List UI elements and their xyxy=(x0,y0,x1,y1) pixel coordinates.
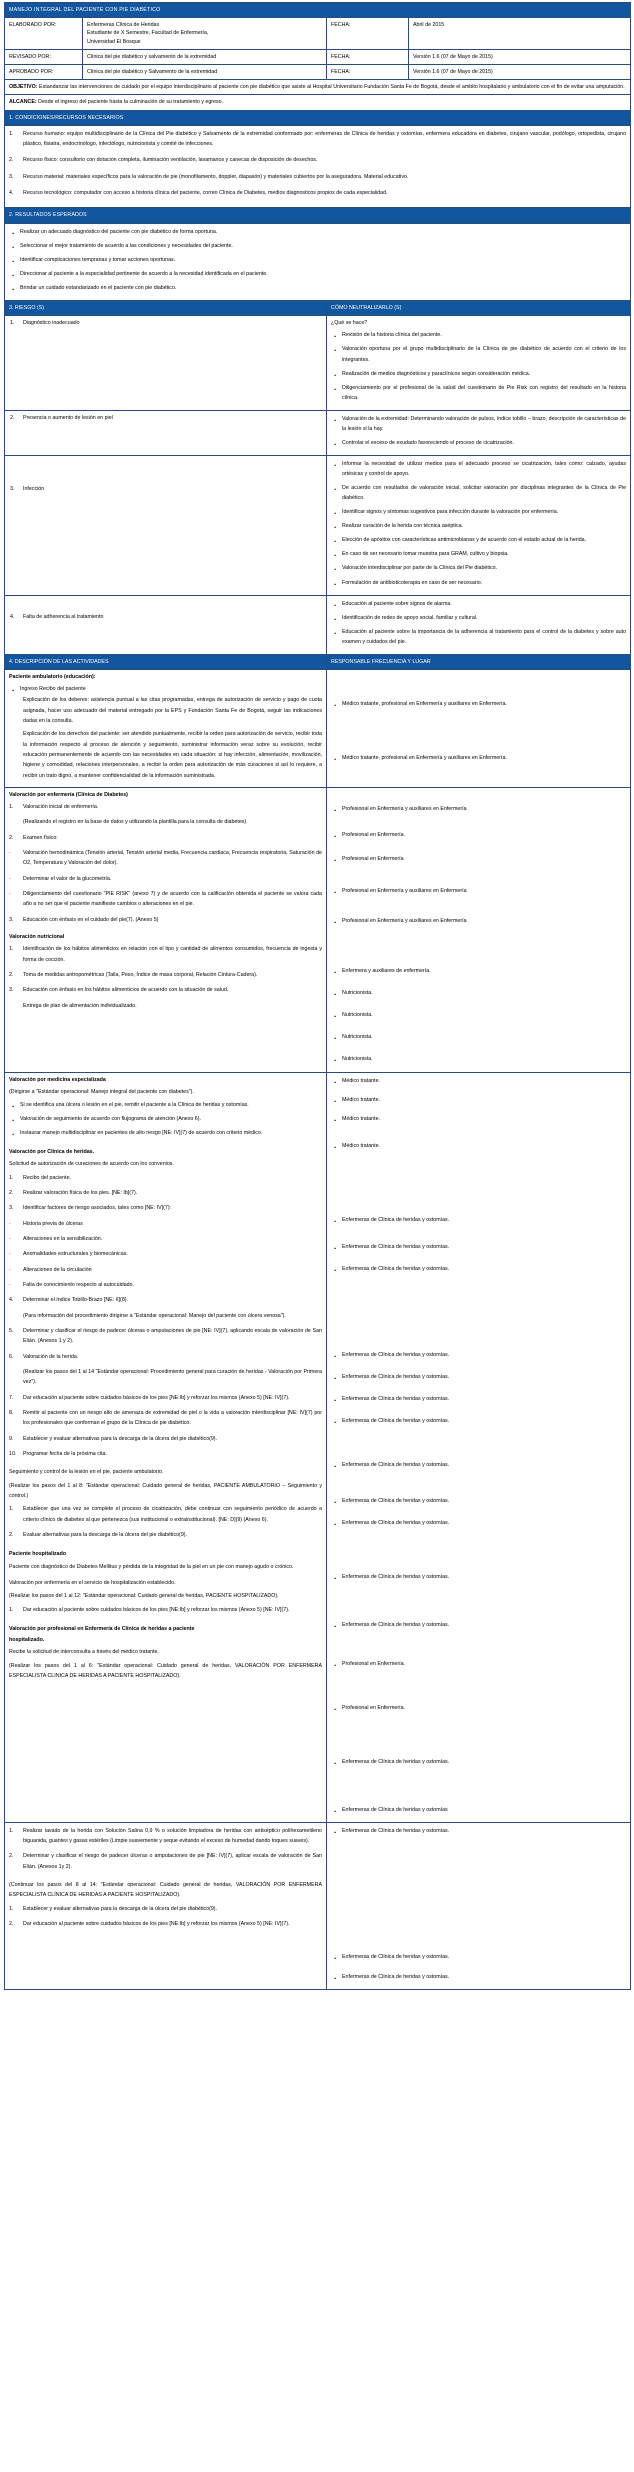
activity-cell xyxy=(5,787,327,1072)
risk-cell xyxy=(5,455,327,595)
risk-row xyxy=(5,455,631,595)
list-item: · Valoración interdisciplinar por parte de la Clínica del Pie diabético. xyxy=(331,563,626,573)
document-title: MANEJO INTEGRAL DEL PACIENTE CON PIE DIABÉTICO xyxy=(5,3,631,18)
list-item: 1. Valoración inicial de enfermería. xyxy=(9,804,99,811)
list-item: 5. Determinar y clasificar el riesgo de padecer úlceras o amputaciones de pie [NE: IV](7), aplicando escala de valoración de San Elián. (Anexos 1 y 2). xyxy=(9,1328,322,1345)
list-item: · Médico tratante. xyxy=(331,1095,626,1105)
list-item: 6. Valoración de la herida. xyxy=(9,1353,79,1360)
section1-body xyxy=(5,125,631,208)
objetivo-cell xyxy=(5,80,631,95)
activity-row-medicina xyxy=(5,1072,631,1822)
list-item: · Instaurar manejo multidisciplinar en pacientes de alto riesgo [NE: IV](7) de acuerdo con criterio médico. xyxy=(9,1128,322,1138)
list-item: 9. Establecer y evaluar alternativas para la descarga de la úlcera del pie diabético(9). xyxy=(9,1435,218,1442)
alcance-label: ALCANCE: xyxy=(9,99,37,106)
list-item: · Enfermeras de Clínica de heridas y ostomías. xyxy=(331,1757,626,1767)
section3-col-risk: 3. RIESGO (S) xyxy=(5,300,327,315)
elaborado-line-1: Enfermeras Clínica de Heridas xyxy=(87,22,160,29)
seguimiento-line-1: Seguimiento y control de la lesión en el pie, paciente ambulatorio. xyxy=(9,1469,164,1476)
list-item: 2. Determinar y clasificar el riesgo de padecer úlceras o amputaciones de pie [NE: IV](7), aplicar escala de valoración de San Elián. (Anexos 1y 2). xyxy=(9,1853,322,1870)
objetivo-row xyxy=(5,80,631,95)
fecha-value-3: Versión 1.6 (07 de Mayo de 2015) xyxy=(409,65,631,80)
risk-item: 2. Presencia o aumento de lesión en piel xyxy=(10,414,113,421)
title-row xyxy=(5,3,631,18)
list-item: · Educación al paciente sobre la importancia de la adherencia al tratamiento para el control de la diabetes y sobre auto examen y cuidados del pie. xyxy=(331,627,626,647)
list-item: · Valoración de la extremidad: Determinando valoración de pulsos, índice tobillo – brazo, descripción de características de la lesión si la hay. xyxy=(331,414,626,434)
block-heading: Valoración por Clínica de heridas. xyxy=(9,1149,95,1156)
risk-item: 4. Falta de adherencia al tratamiento xyxy=(10,613,104,620)
list-item: · Profesional en Enfermería xyxy=(331,854,626,864)
block-heading-line-1: Valoración por profesional en Enfermería de Clínica de heridas a paciente xyxy=(9,1625,195,1632)
section4-header-row xyxy=(5,654,631,669)
responsible-list xyxy=(331,753,626,763)
neutralize-cell xyxy=(327,595,631,654)
risk-row xyxy=(5,410,631,455)
list-item: · Médico tratante. xyxy=(331,1114,626,1124)
list-item: · Realizar curación de la herida con técnica aséptica. xyxy=(331,521,626,531)
elaborado-label: ELABORADO POR: xyxy=(5,18,83,50)
section2-title: 2. RESULTADOS ESPERADOS xyxy=(5,208,631,223)
list-item: · Identificar signos y síntomas sugestivos para infección durante la valoración por enfermería. xyxy=(331,507,626,517)
list-item: 1. Establecer y evaluar alternativas para la descarga de la úlcera del pie diabético(9). xyxy=(9,1905,218,1912)
list-item: 2. Examen físico: xyxy=(9,834,58,841)
risk-item: 1. Diagnóstico inadecuado xyxy=(10,320,80,327)
block-heading: Valoración por medicina especializada xyxy=(9,1076,106,1083)
section4-col-responsible: RESPONSABLE FRECUENCIA Y LUGAR xyxy=(327,654,631,669)
list-item: · Médico tratante. xyxy=(331,1076,626,1086)
section1-title: 1. CONDICIONES/RECURSOS NECESARIOS xyxy=(5,110,631,125)
list-item: · Enfermeras de Clínica de heridas y ostomías xyxy=(331,1805,626,1815)
list-item: · Enfermeras de Clínica de heridas y ostomías. xyxy=(331,1620,626,1630)
list-item: · Elección de apósitos con características antimicrobianas y de acuerdo con el estado actual de la herida. xyxy=(331,535,626,545)
neutralize-cell xyxy=(327,410,631,455)
list-item: 2. Recurso físico: consultorio con dotacion completa, iluminación ventilación, lavamanos y canecas de disposición de desechos. xyxy=(9,157,318,164)
final-note: (Continuar los pasos del 8 al 14: "Estándar operacional: Cuidado general de heridas, VALORACIÓN POR ENFERMERA ESPECIALISTA CLÍNICA DE HERIDAS A PACIENTE HOSPITALIZADO). xyxy=(9,1882,322,1899)
section2-list xyxy=(9,227,626,293)
section1-item-text: Recurso material: materiales específicos para la valoración de pie (monofilamento, doppler, diapasón) y materiales cubiertos por la aseguradora. Material educativo. xyxy=(23,173,409,180)
list-item: · Nutricionista. xyxy=(331,1054,626,1064)
section1-item-text: Recurso humano: equipo multidisciplinario de la Clínica del Pie diabético y Salvamento de la extremidad conformado por: enfermeras de Clínica de heridas y ostomías, enfermera educadora en diabetes, cirujano vascular, podólogo, ortopedista, cirujano plástico, fisiatra, endocrinólogo, infectólogo, nutricionista y comité de infecciones. xyxy=(23,130,627,148)
neutralize-question: ¿Qué se hace? xyxy=(331,320,368,327)
list-item: · Enfermeras de Clínica de heridas y ostomías. xyxy=(331,1242,626,1252)
list-item: · Alteraciones en la sensibilización. xyxy=(9,1236,103,1243)
list-item: · Brindar un cuidado estandarizado en el paciente con pie diabético. xyxy=(9,283,626,293)
list-item: · Enfermeras de Clínica de heridas y ostomías. xyxy=(331,1350,626,1360)
neutralize-cell xyxy=(327,455,631,595)
list-item: · Alteraciones de la circulación xyxy=(9,1266,92,1273)
list-item: · Enfermeras de Clínica de heridas y ostomías. xyxy=(331,1264,626,1274)
list-item: · Enfermeras de Clínica de heridas y ostomías. xyxy=(331,1972,626,1982)
list-item: · Controlar el exceso de exudado favoreciendo el proceso de cicatrización. xyxy=(331,438,626,448)
hospitalizado-line-2: Valoración por enfermería en el servicio de hospitalización establecido. xyxy=(9,1579,176,1586)
list-item: · Anomalidades estructurales y biomecánicas. xyxy=(9,1251,128,1258)
section1-item-text: Recurso físico: consultorio con dotacion completa, iluminación ventilación, lavamanos y canecas de disposición de desechos. xyxy=(23,157,318,164)
list-item: · Diligenciamiento por el profesional de la salud del cuestionario de Pie Risk con registro del resultado en la historia clínica. xyxy=(331,383,626,403)
list-item: · Médico tratante. xyxy=(331,1141,626,1151)
risk-cell xyxy=(5,316,327,411)
list-item: · Determinar el valor de la glucometría. xyxy=(9,875,112,882)
section2-header-row xyxy=(5,208,631,223)
risk-row xyxy=(5,595,631,654)
list-item: · Nutricionista. xyxy=(331,1032,626,1042)
activity-list xyxy=(9,1826,322,1872)
meta-row-revisado xyxy=(5,49,631,64)
elaborado-line-2: Estudiante de X Semestre, Facultad de Enfermería, xyxy=(87,30,209,37)
list-item: · Si se identifica una úlcera o lesión en el pie, remitir el paciente a la Clínica de heridas y ostomías. xyxy=(9,1100,322,1110)
list-item: · Profesional en Enfermería y auxiliares en Enfermería xyxy=(331,916,626,926)
list-item: · Realizar un adecuado diagnóstico del paciente con pie diabético de forma oportuna. xyxy=(9,227,626,237)
elaborado-value xyxy=(83,18,327,50)
objetivo-label: OBJETIVO: xyxy=(9,84,38,91)
section3-header-row xyxy=(5,300,631,315)
list-item: Entrega de plan de alimentación individualizado. xyxy=(23,1002,137,1009)
list-item: 7. Dar educación al paciente sobre cuidados básicos de los pies [NE:Ib] y reforzar los mismos (Anexo 5) [NE: IV](7). xyxy=(9,1394,290,1401)
valoracion-prof-line-1: Recibe la solicitud de interconsulta a través del médico tratante. xyxy=(9,1649,159,1656)
responsible-cell xyxy=(327,670,631,788)
list-item: · Identificar complicaciones tempranas y tomar acciones oportunas. xyxy=(9,255,626,265)
list-item: 1. Recurso humano: equipo multidisciplinario de la Clínica del Pie diabético y Salvamento de la extremidad conformado por: enfermeras de Clínica de heridas y ostomías, enfermera educadora en diabetes, cirujano vascular, podólogo, ortopedista, cirujano plástico, fisiatra, endocrinólogo, infectólogo, nutricionista y comité de infecciones. xyxy=(9,130,627,148)
activity-paragraph: Explicación de los deberes: asistencia puntual a las citas programadas, entrega de autorización de servicio y pago de cuota asignada, hacer uso adecuado del material entregado por la EPS y Fundación Santa Fe de Bogotá, seguir las indicaciones dadas en la consulta. xyxy=(23,697,322,724)
list-item: · Falta de conocimiento respecto al autocuidado. xyxy=(9,1282,135,1289)
document-table xyxy=(4,2,631,1990)
list-item: · Historia previa de úlceras xyxy=(9,1220,83,1227)
responsible-list xyxy=(331,699,626,709)
meta-row-elaborado xyxy=(5,18,631,50)
list-item: 3. Educación con énfasis en el cuidado del pie(7). (Anexo 5) xyxy=(9,916,159,923)
list-item: · Enfermeras de Clínica de heridas y ostomías. xyxy=(331,1394,626,1404)
list-item: · Enfermeras de Clínica de heridas y ostomías. xyxy=(331,1572,626,1582)
activity-list xyxy=(9,1605,322,1615)
activity-cell xyxy=(5,670,327,788)
list-item: · Diligenciamiento del cuestionario "PIE RISK" (anexo 7) y de acuerdo con la calificación obtenida el paciente se valora cada año a no ser que el paciente manifieste cambios o alteraciones en el pie. xyxy=(9,891,322,908)
section3-col-neutralize: CÓMO NEUTRALIZARLO (S) xyxy=(327,300,631,315)
fecha-value-1: Abril de 2015 xyxy=(409,18,631,50)
responsible-list xyxy=(331,1826,626,1982)
block-intro: Solicitud de autorización de curaciones de acuerdo con los convenios. xyxy=(9,1161,174,1168)
section2-body xyxy=(5,223,631,300)
list-item: · Formulación de antibioticoterapia en caso de ser necesario. xyxy=(331,578,626,588)
list-item: · De acuerdo con resultados de valoración inicial, solicitar valoración por disciplinas integrantes de la Clínica de Pie diabético. xyxy=(331,483,626,503)
hospitalizado-line-1: Paciente con diagnóstico de Diabetes Mellitus y pérdida de la integridad de la piel en un pie con manejo agudo o crónico. xyxy=(9,1563,294,1570)
list-item: 10. Programar fecha de la próxima cita. xyxy=(9,1451,107,1458)
list-item: (Para información del procedimiento dirigirse a "Estándar operacional: Manejo del paciente con úlcera venosa"). xyxy=(23,1312,286,1319)
neutralize-list xyxy=(331,414,626,448)
activity-list xyxy=(9,684,322,694)
meta-row-aprobado xyxy=(5,65,631,80)
activity-row-enfermeria xyxy=(5,787,631,1072)
list-item: 1. Recibo del paciente. xyxy=(9,1174,71,1181)
activity-list xyxy=(9,944,322,1011)
list-item: · Enfermeras de Clínica de heridas y ostomías. xyxy=(331,1952,626,1962)
fecha-label-1: FECHA: xyxy=(327,18,409,50)
activity-list xyxy=(9,1100,322,1138)
risk-cell xyxy=(5,595,327,654)
alcance-text: Desde el ingreso del paciente hasta la culminación de su tratamiento y egreso. xyxy=(38,99,224,106)
list-item: 2. Evaluar alternativas para la descarga de la úlcera del pie diabético(9). xyxy=(9,1532,188,1538)
list-item: · Valoración oportuna por el grupo multidisciplinario de la Clínica de pie diabético de acuerdo con el criterio de los integrantes. xyxy=(331,344,626,364)
list-item: · Nutricionista. xyxy=(331,1010,626,1020)
list-item: · Profesional en Enfermería. xyxy=(331,1703,626,1713)
list-item: · Enfermeras de Clínica de heridas y ostomías. xyxy=(331,1460,626,1470)
list-item: · Enfermeras de Clínica de heridas y ostomías. xyxy=(331,1416,626,1426)
responsible-cell xyxy=(327,787,631,1072)
list-item: · Realización de medios diagnósticos y paraclínicos según consideración médica. xyxy=(331,369,626,379)
responsible-cell xyxy=(327,1072,631,1822)
block-heading: Valoración nutricional xyxy=(9,934,65,941)
responsible-list xyxy=(331,1076,626,1815)
block-heading: Paciente hospitalizado xyxy=(9,1551,67,1558)
neutralize-list xyxy=(331,459,626,588)
activity-paragraph: Explicación de los derechos del paciente: ser atendido puntualmente, recibir la orden para autorización de servicio, recibir toda la información respecto al proceso de atención y seguimiento, suministrar información veraz sobre su evolución, recibir educación permanentemente de acuerdo con las necesidades en cada situación: si hay infección, alimentación, movilización, higiene y comodidad, relaciones interpersonales, a recibir la orden para autorización de más curaciones si así lo requiere, a recibir un trato digno, a mantener confidencialidad de la información suministrada. xyxy=(23,731,322,779)
list-item: 8. Remitir al paciente con un riesgo alto de amenaza de extremidad de piel o la vida a valoración interdisciplinar [NE: IV](7) por los profesionales que conforman el grupo de la Clínica de pie diabético. xyxy=(9,1410,322,1427)
block-note: (Dirigirse a "Estándar operacional: Manejo integral del paciente con diabetes"). xyxy=(9,1088,194,1095)
fecha-value-2: Versión 1.6 (07 de Mayo de 2015) xyxy=(409,49,631,64)
responsible-cell xyxy=(327,1822,631,1989)
list-item: · Profesional en Enfermería. xyxy=(331,1659,626,1669)
section2-body-row xyxy=(5,223,631,300)
elaborado-line-3: Universidad El Bosque xyxy=(87,38,141,45)
list-item: · Nutricionista. xyxy=(331,988,626,998)
block-heading: Paciente ambulatorio (educación): xyxy=(9,674,96,681)
list-item: 2. Toma de medidas antropométricas (Talla, Peso, Índice de masa corporal, Relación Cintura-Cadera). xyxy=(9,971,258,978)
list-item: · Direccionar al paciente a la especialidad pertinente de acuerdo a la necesidad identificada en el paciente. xyxy=(9,269,626,279)
alcance-cell xyxy=(5,95,631,110)
section1-item-text: Recurso tecnológico: computador con acceso a historia clínica del paciente, correo Clínica de Diabetes, medios diagnosticos propios de cada especialidad. xyxy=(23,190,388,197)
valoracion-prof-line-2: (Realizar los pasos del 1 al 6: "Estándar operacional: Cuidado general de heridas, VALORACIÓN POR ENFERMERA ESPECIALISTA CLINICA DE HERIDAS A PACIENTE HOSPITALIZADO). xyxy=(9,1662,322,1679)
list-item: 4. Recurso tecnológico: computador con acceso a historia clínica del paciente, correo Clínica de Diabetes, medios diagnosticos propios de cada especialidad. xyxy=(9,190,388,197)
activity-list xyxy=(9,1504,322,1540)
section4-col-activities: 4. DESCRIPCIÓN DE LAS ACTIVIDADES xyxy=(5,654,327,669)
activity-row-final xyxy=(5,1822,631,1989)
list-item: 2. Dar educación al paciente sobre cuidados básicos de los pies [NE:Ib] y reforzar los mismos (Anexo 5) [NE: IV](7). xyxy=(9,1921,290,1928)
activity-list xyxy=(9,802,322,925)
list-item: · Profesional en Enfermería. xyxy=(331,830,626,840)
list-item: 3. Recurso material: materiales específicos para la valoración de pie (monofilamento, doppler, diapasón) y materiales cubiertos por la aseguradora. Material educativo. xyxy=(9,173,409,180)
list-item: 1. Identificación de los hábitos alimenticios en relación con el tipo y cantidad de alimentos consumidos, frecuencia de ingesta y forma de cocción. xyxy=(9,946,322,963)
list-item: (Realizando el registro en la base de datos y utilizando la plantilla para la consulta de diabetes) xyxy=(23,819,247,826)
list-item: · Enfermeras de Clínica de heridas y ostomías. xyxy=(331,1496,626,1506)
list-item: · Identificación de redes de apoyo social, familiar y cultural. xyxy=(331,613,626,623)
list-item: 3. Educación con énfasis en los hábitos alimenticios de acuerdo con la situación de salud. xyxy=(9,987,229,994)
aprobado-value: Clínica del pie diabético y Salvamento de la extremidad xyxy=(83,65,327,80)
list-item: · Ingreso Recibo del paciente xyxy=(9,684,322,694)
hospitalizado-line-3: (Realizar los pasos del 1 al 12: "Estándar operacional: Cuidado general de heridas, PACIENTE HOSPITALIZADO). xyxy=(9,1593,279,1600)
list-item: · Informar la necesidad de utilizar medios para el adecuado proceso se cicatrización, tales como: calzado, ayudas ortésicas y control de apoyo. xyxy=(331,459,626,479)
list-item: · Enfermeras de Clínica de heridas y ostomías. xyxy=(331,1518,626,1528)
risk-item: 3. Infección xyxy=(10,485,45,492)
list-item: · Revisión de la historia clínica del paciente. xyxy=(331,330,626,340)
neutralize-cell xyxy=(327,316,631,411)
section1-list xyxy=(9,129,626,199)
activity-list xyxy=(9,1173,322,1460)
list-item: 3. Identificar factores de riesgo asociados, tales como [NE: IV](7): xyxy=(9,1205,172,1212)
list-item: · Enfermeras de Clínica de heridas y ostomías. xyxy=(331,1372,626,1382)
list-item: · Médico tratante, profesional en Enfermería y auxiliares en Enfermería. xyxy=(331,699,626,709)
list-item: · Educación al paciente sobre signos de alarma. xyxy=(331,599,626,609)
list-item: · En caso de ser necesario tomar muestra para GRAM, cultivo y biopsia. xyxy=(331,549,626,559)
risk-cell xyxy=(5,410,327,455)
objetivo-text: Estandarizar las intervenciones de cuidado por el equipo interdisciplinario al paciente con pie diabético que asiste al Hospital Universitario Fundación Santa Fe de Bogotá, desde el ambito hospitalario y ambulatorio con el fin de evitar una amputación. xyxy=(39,84,625,91)
list-item: 1. Establecer que una vez se complete el proceso de cicatrización, debe continuar con seguimiento periódico de acuerdo a criterio clínico de diabetes al que pertenezca (sus institucional o extrainstitucional). [NE: D](9) (Anexo 6). xyxy=(9,1506,322,1523)
seguimiento-line-2: (Realizar los pasos del 1 al 8: "Estándar operacional: Cuidado general de heridas, PACIENTE AMBULATORIO – Seguimiento y control.) xyxy=(9,1482,322,1500)
list-item: 1. Realizar lavado de la herida con Solución Salina 0,9 % o solución limpiadora de heridas con antiséptico polihexametileno biguanida, guantes y gasas estériles (Limpie suavemente y seque evitando el exceso de humedad dando toques suaves). xyxy=(9,1827,322,1845)
revisado-value: Clínica del pie diabético y salvamento de la extremidad xyxy=(83,49,327,64)
fecha-label-2: FECHA: xyxy=(327,49,409,64)
list-item: · Valoración hemodinámica (Tensión arterial, Tensión arterial media, Frecuencia cardiaca, Frecuencia respiratoria, Saturación de O2, Temperatura y Valoración del dolor). xyxy=(9,850,322,867)
list-item: 4. Determinar el índice Tobillo-Brazo [NE: II](8). xyxy=(9,1297,128,1304)
list-item: 1. Dar educación al paciente sobre cuidados básicos de los pies [NE:Ib] y reforzar los mismos (Anexo 5) [NE: IV](7). xyxy=(9,1606,290,1613)
block-heading-line-2: hospitalizado. xyxy=(9,1637,45,1644)
activity-cell xyxy=(5,1072,327,1822)
list-item: · Seleccionar el mejor tratamiento de acuerdo a las condiciones y necesidades del paciente. xyxy=(9,241,626,251)
block-heading: Valoración por enfermería (Clínica de Diabetes) xyxy=(9,791,128,798)
list-item: · Profesional en Enfermería y auxiliares en Enfermería xyxy=(331,886,626,896)
section1-header-row xyxy=(5,110,631,125)
list-item: · Profesional en Enfermería y auxiliares en Enfermería xyxy=(331,804,626,814)
list-item: · Enfermeras de Clínica de heridas y ostomías. xyxy=(331,1215,626,1225)
aprobado-label: APROBADO POR: xyxy=(5,65,83,80)
activity-row-ambulatorio xyxy=(5,670,631,788)
list-item: · Valoración de seguimiento de acuerdo con flujograma de atención (Anexo 6). xyxy=(9,1114,322,1124)
revisado-label: REVISADO POR: xyxy=(5,49,83,64)
list-item: · Médico tratante, profesional en Enfermería y auxiliares en Enfermería. xyxy=(331,753,626,763)
risk-row xyxy=(5,316,631,411)
activity-cell xyxy=(5,1822,327,1989)
activity-list xyxy=(9,1904,322,1930)
list-item: · Enfermeras de Clínica de heridas y ostomías. xyxy=(331,1826,626,1836)
neutralize-list xyxy=(331,330,626,402)
list-item: (Realizar los pasos del 1 al 14 "Estándar operacional: Procedimiento general para curación de heridas - Valoración por Primera vez"). xyxy=(23,1369,322,1386)
fecha-label-3: FECHA: xyxy=(327,65,409,80)
alcance-row xyxy=(5,95,631,110)
list-item: 2. Realizar valoración física de los pies. [NE: Ib](7). xyxy=(9,1190,138,1197)
list-item: · Enfermera y auxiliares de enfermería. xyxy=(331,966,626,976)
responsible-list xyxy=(331,804,626,1065)
section1-body-row xyxy=(5,125,631,208)
neutralize-list xyxy=(331,599,626,647)
